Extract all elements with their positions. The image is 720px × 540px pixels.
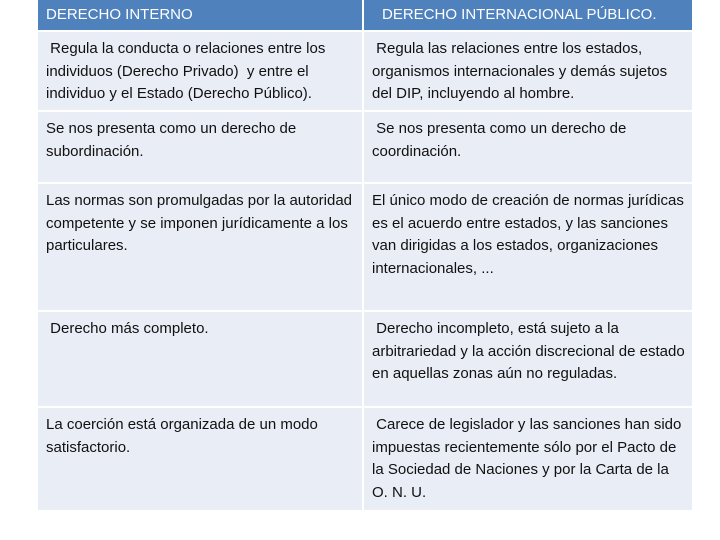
cell-internacional: Carece de legislador y las sanciones han sido impuestas recientemente sólo por el Pacto de la Sociedad de Naciones y por la Carta de la O. N. U. [364,408,692,512]
header-derecho-interno: DERECHO INTERNO [38,0,364,32]
cell-internacional: Se nos presenta como un derecho de coordinación. [364,112,692,184]
table-row [38,32,692,112]
header-derecho-internacional: DERECHO INTERNACIONAL PÚBLICO. [364,0,692,32]
table-row [38,112,692,184]
table-row [38,312,692,408]
cell-interno: Regula la conducta o relaciones entre los individuos (Derecho Privado) y entre el individuo y el Estado (Derecho Público). [38,32,364,112]
table-header-row [38,0,692,32]
table-row [38,184,692,312]
table-row [38,408,692,512]
cell-interno: Las normas son promulgadas por la autoridad competente y se imponen jurídicamente a los particulares. [38,184,364,312]
cell-internacional: Regula las relaciones entre los estados, organismos internacionales y demás sujetos del DIP, incluyendo al hombre. [364,32,692,112]
cell-interno: Se nos presenta como un derecho de subordinación. [38,112,364,184]
cell-internacional: Derecho incompleto, está sujeto a la arbitrariedad y la acción discrecional de estado en aquellas zonas aún no reguladas. [364,312,692,408]
cell-interno: La coerción está organizada de un modo satisfactorio. [38,408,364,512]
comparison-table [38,0,692,512]
cell-internacional: El único modo de creación de normas jurídicas es el acuerdo entre estados, y las sanciones van dirigidas a los estados, organizaciones internacionales, ... [364,184,692,312]
cell-interno: Derecho más completo. [38,312,364,408]
